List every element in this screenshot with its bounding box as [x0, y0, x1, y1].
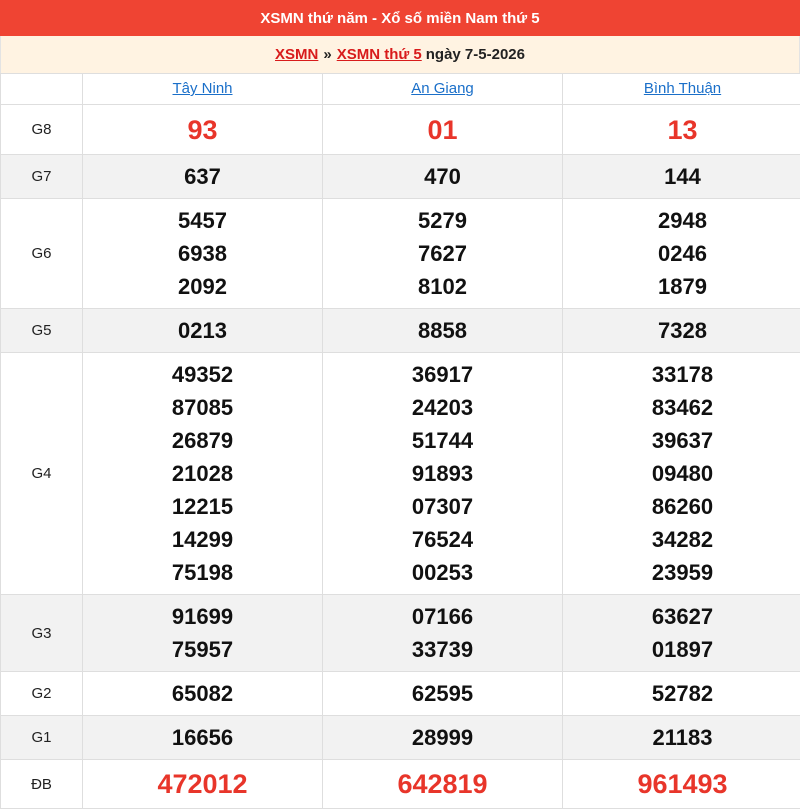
prize-cell	[323, 353, 563, 595]
result-number: 00253	[411, 560, 474, 585]
result-number: 21028	[171, 461, 234, 486]
breadcrumb	[0, 36, 800, 73]
result-number: 2092	[178, 274, 227, 299]
prize-cell	[323, 155, 563, 199]
result-number: 07166	[411, 604, 474, 629]
result-number: 2948	[658, 208, 707, 233]
result-number: 28999	[411, 725, 474, 750]
result-number: 39637	[651, 428, 714, 453]
result-number: 5279	[418, 208, 467, 233]
page-title-text: XSMN thứ năm - Xổ số miền Nam thứ 5	[260, 9, 540, 27]
result-number: 7328	[658, 318, 707, 343]
result-number: 01897	[651, 637, 714, 662]
result-number: 63627	[651, 604, 714, 629]
prize-cell	[563, 309, 800, 353]
result-number: 07307	[411, 494, 474, 519]
result-number: 21183	[652, 725, 713, 750]
prize-cell	[323, 199, 563, 309]
province-link-binh-thuan[interactable]: Bình Thuận	[643, 80, 722, 97]
result-number: 144	[664, 164, 701, 189]
prize-cell	[323, 105, 563, 155]
result-number: 637	[184, 164, 221, 189]
prize-cell	[83, 595, 323, 672]
prize-row-g5	[1, 309, 800, 353]
result-number: 13	[667, 114, 698, 145]
prize-cell	[563, 595, 800, 672]
result-number: 0246	[658, 241, 707, 266]
result-number: 8102	[418, 274, 467, 299]
prize-cell	[323, 760, 563, 809]
result-number: 6938	[178, 241, 227, 266]
result-number: 33739	[411, 637, 474, 662]
prize-cell	[323, 309, 563, 353]
result-number: 8858	[418, 318, 467, 343]
result-number: 93	[187, 114, 218, 145]
result-number: 23959	[651, 560, 714, 585]
result-number: 14299	[171, 527, 234, 552]
prize-label: G6	[1, 199, 83, 309]
province-link-tay-ninh[interactable]: Tây Ninh	[172, 80, 233, 97]
result-number: 83462	[651, 395, 714, 420]
prize-cell	[323, 672, 563, 716]
prize-cell	[323, 595, 563, 672]
prize-label: G2	[1, 672, 83, 716]
result-number: 01	[427, 114, 458, 145]
result-number: 34282	[651, 527, 714, 552]
province-header-row	[1, 74, 800, 105]
result-number: 86260	[651, 494, 714, 519]
result-number: 16656	[171, 725, 234, 750]
prize-cell	[563, 155, 800, 199]
province-link-an-giang[interactable]: An Giang	[411, 80, 474, 97]
breadcrumb-link-xsmn-thu5[interactable]: XSMN thứ 5	[336, 46, 422, 63]
result-number: 65082	[171, 681, 234, 706]
prize-row-g7	[1, 155, 800, 199]
result-number: 76524	[411, 527, 474, 552]
prize-row-g8	[1, 105, 800, 155]
prize-label: G1	[1, 716, 83, 760]
result-number: 52782	[651, 681, 714, 706]
result-number: 26879	[171, 428, 234, 453]
result-number: 470	[424, 164, 461, 189]
prize-cell	[83, 672, 323, 716]
prize-cell	[563, 672, 800, 716]
result-number: 51744	[411, 428, 474, 453]
breadcrumb-date: ngày 7-5-2026	[425, 46, 525, 63]
prize-label: G4	[1, 353, 83, 595]
prize-cell	[83, 309, 323, 353]
prize-row-g6	[1, 199, 800, 309]
prize-label: G7	[1, 155, 83, 199]
result-number: 33178	[651, 362, 714, 387]
result-number: 62595	[411, 681, 474, 706]
result-number: 91893	[411, 461, 474, 486]
province-header-cell	[83, 74, 323, 105]
page-title	[0, 0, 800, 36]
prize-label: G5	[1, 309, 83, 353]
result-number: 7627	[418, 241, 467, 266]
result-number: 1879	[658, 274, 707, 299]
header-empty-cell	[1, 74, 83, 105]
result-number: 5457	[178, 208, 227, 233]
prize-label: G8	[1, 105, 83, 155]
result-number: 642819	[397, 769, 488, 799]
result-number: 24203	[411, 395, 474, 420]
result-number: 09480	[651, 461, 714, 486]
result-number: 0213	[178, 318, 227, 343]
prize-cell	[83, 155, 323, 199]
prize-row-g3	[1, 595, 800, 672]
prize-cell	[83, 760, 323, 809]
results-table	[0, 73, 800, 809]
result-number: 91699	[171, 604, 234, 629]
prize-row-g4	[1, 353, 800, 595]
prize-cell	[83, 105, 323, 155]
province-header-cell	[323, 74, 563, 105]
province-header-cell	[563, 74, 800, 105]
prize-cell	[563, 760, 800, 809]
result-number: 87085	[171, 395, 234, 420]
result-number: 961493	[637, 769, 728, 799]
prize-label: ĐB	[1, 760, 83, 809]
result-number: 49352	[171, 362, 234, 387]
prize-cell	[563, 105, 800, 155]
result-number: 75198	[171, 560, 234, 585]
prize-cell	[563, 199, 800, 309]
prize-cell	[323, 716, 563, 760]
prize-row-db	[1, 760, 800, 809]
result-number: 472012	[157, 769, 248, 799]
breadcrumb-separator: »	[323, 46, 332, 63]
prize-cell	[83, 716, 323, 760]
result-number: 36917	[411, 362, 474, 387]
result-number: 75957	[171, 637, 234, 662]
breadcrumb-link-xsmn[interactable]: XSMN	[275, 46, 319, 63]
prize-cell	[563, 716, 800, 760]
prize-row-g2	[1, 672, 800, 716]
prize-cell	[83, 353, 323, 595]
prize-label: G3	[1, 595, 83, 672]
result-number: 12215	[171, 494, 234, 519]
prize-row-g1	[1, 716, 800, 760]
prize-cell	[563, 353, 800, 595]
prize-cell	[83, 199, 323, 309]
